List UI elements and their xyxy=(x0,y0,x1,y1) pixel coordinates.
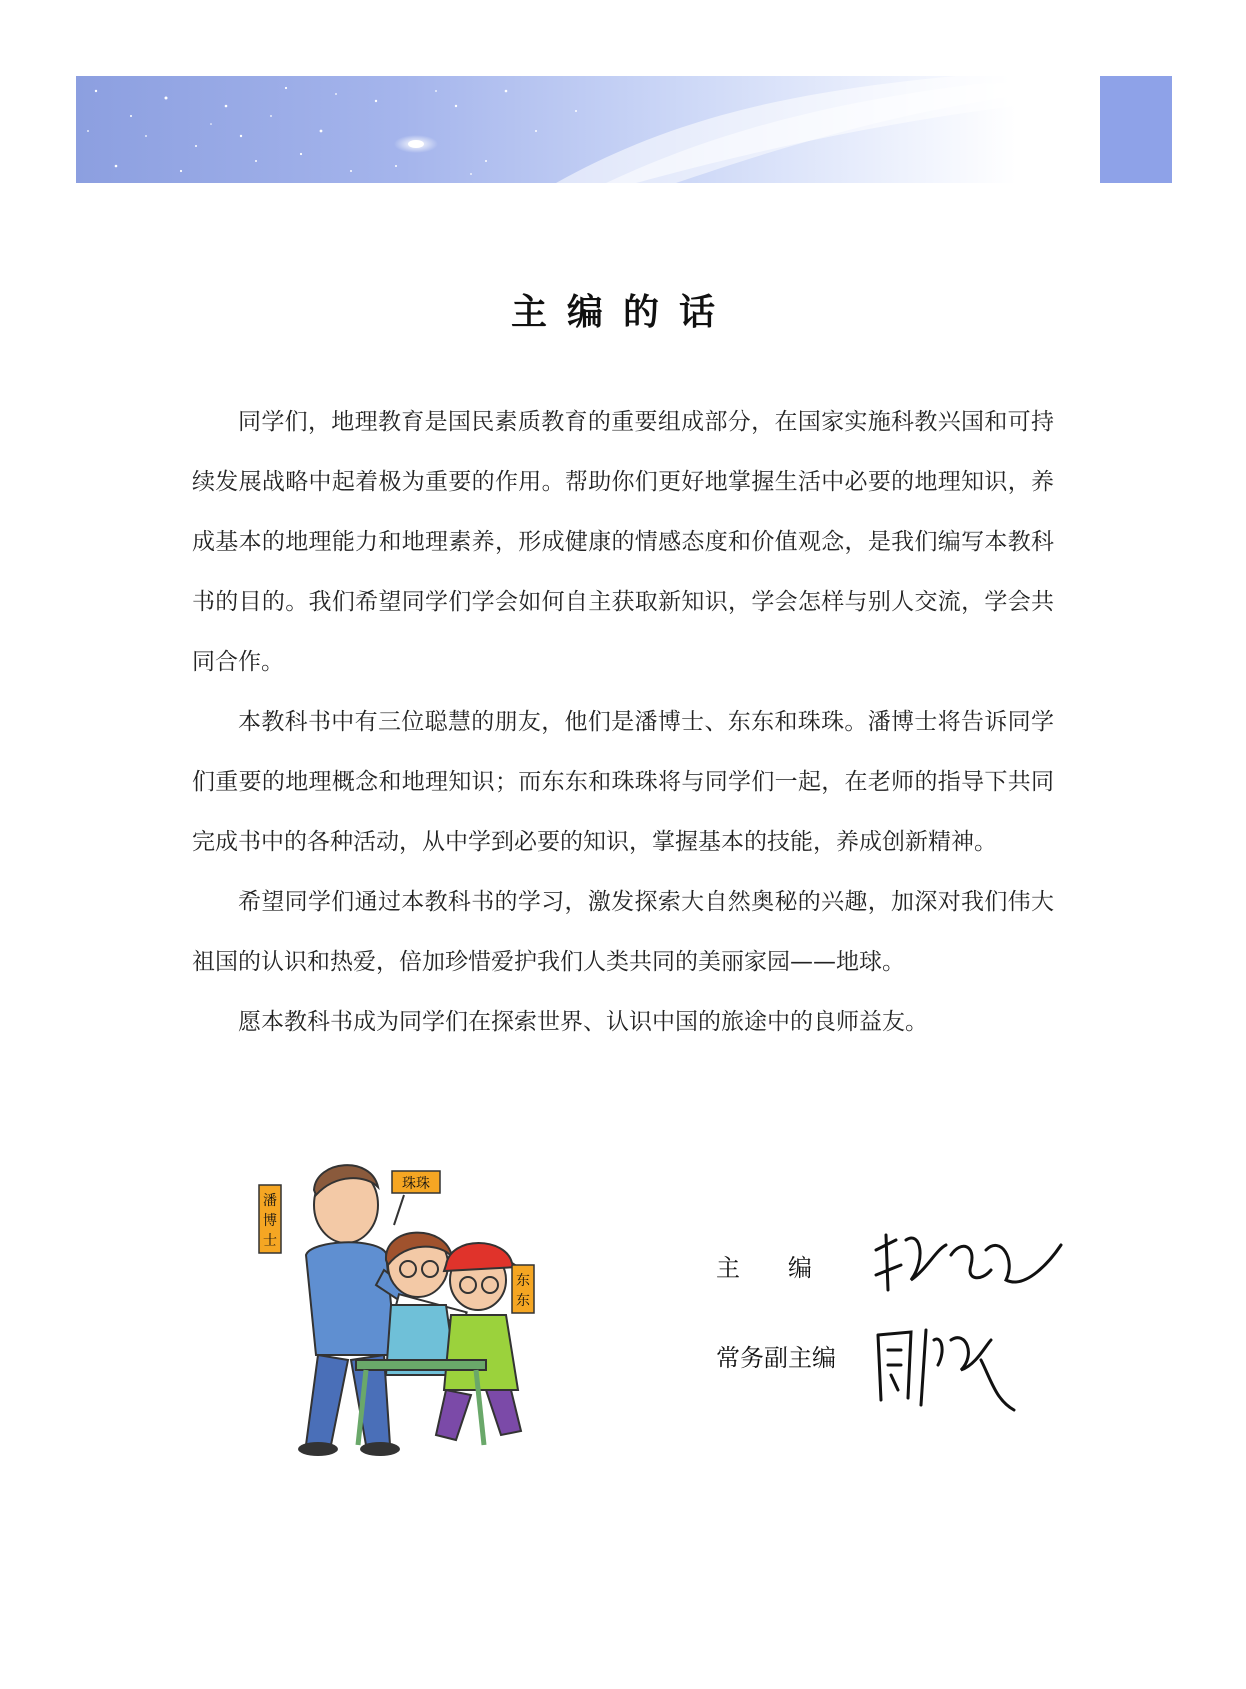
characters-illustration xyxy=(256,1145,556,1460)
svg-text:士: 士 xyxy=(263,1233,277,1249)
page-title: 主编的话 xyxy=(510,291,735,333)
chief-editor-signature xyxy=(866,1220,1066,1300)
signature-block xyxy=(716,1220,1076,1420)
paragraph: 本教科书中有三位聪慧的朋友，他们是潘博士、东东和珠珠。潘博士将告诉同学们重要的地理概念和地理知识；而东东和珠珠将与同学们一起，在老师的指导下共同完成书中的各种活动，从中学到必要的知识，掌握基本的技能，养成创新精神。 xyxy=(192,709,1054,855)
svg-text:东: 东 xyxy=(516,1273,530,1289)
header-banner xyxy=(76,76,1016,183)
svg-text:博: 博 xyxy=(263,1213,277,1229)
deputy-editor-label: 常务副主编 xyxy=(716,1344,836,1372)
star-field-image xyxy=(76,76,1016,183)
svg-text:东: 东 xyxy=(516,1293,530,1309)
chief-editor-label: 主 编 xyxy=(716,1254,812,1282)
svg-text:潘: 潘 xyxy=(263,1193,277,1209)
deputy-editor-signature xyxy=(866,1310,1026,1420)
body-text xyxy=(192,392,1054,1052)
paragraph: 愿本教科书成为同学们在探索世界、认识中国的旅途中的良师益友。 xyxy=(238,1009,928,1035)
accent-block xyxy=(1100,76,1172,183)
label-pan xyxy=(259,1185,281,1253)
label-zhuzhu xyxy=(392,1171,440,1225)
label-dongdong xyxy=(512,1265,534,1313)
paragraph: 希望同学们通过本教科书的学习，激发探索大自然奥秘的兴趣，加深对我们伟大祖国的认识和热爱，倍加珍惜爱护我们人类共同的美丽家园——地球。 xyxy=(192,889,1054,975)
svg-text:珠珠: 珠珠 xyxy=(402,1176,430,1192)
paragraph: 同学们，地理教育是国民素质教育的重要组成部分，在国家实施科教兴国和可持续发展战略中起着极为重要的作用。帮助你们更好地掌握生活中必要的地理知识，养成基本的地理能力和地理素养，形成健康的情感态度和价值观念，是我们编写本教科书的目的。我们希望同学们学会如何自主获取新知识，学会怎样与别人交流，学会共同合作。 xyxy=(192,409,1054,675)
